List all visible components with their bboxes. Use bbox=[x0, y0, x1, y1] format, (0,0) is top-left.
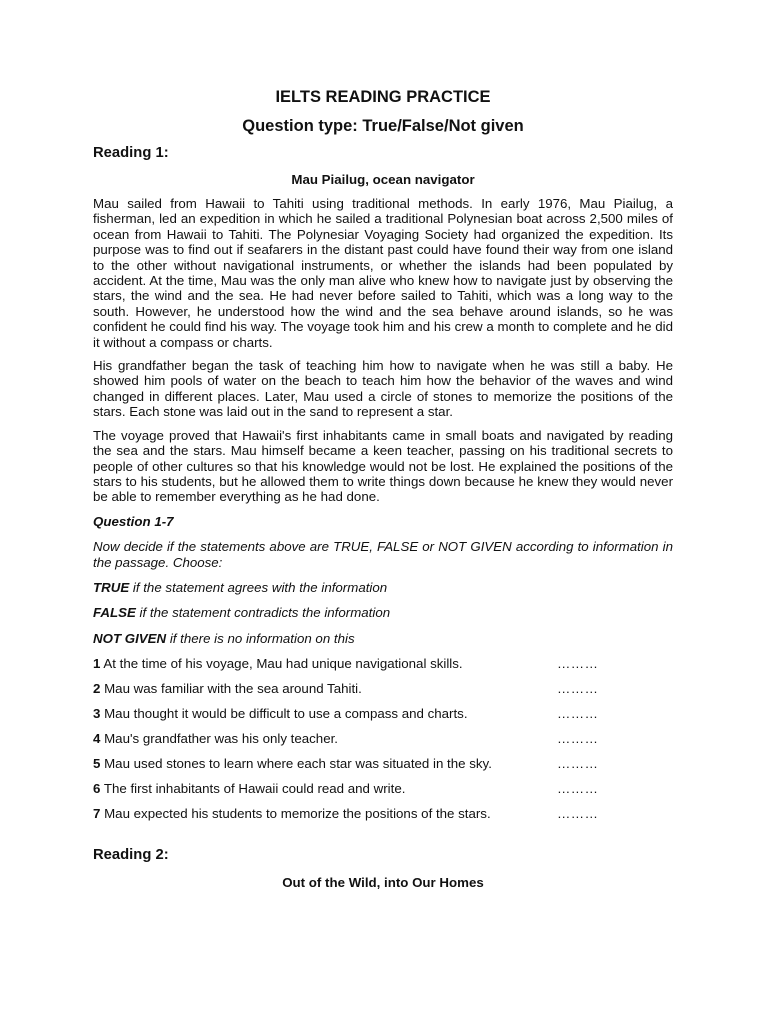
question-item bbox=[93, 731, 673, 746]
question-text: Mau expected his students to memorize the positions of the stars. bbox=[100, 806, 491, 822]
passage-paragraph: The voyage proved that Hawaii's first inhabitants came in small boats and navigated by reading the sea and the stars. Mau himself became a keen teacher, passing on his traditional secrets to people of other cultures so that his knowledge would not be lost. He explained the positions of the stars to his students, but he allowed them to write things down because he knew they would never be able to remember everything as he had done. bbox=[93, 427, 673, 505]
questions-instructions: Now decide if the statements above are TRUE, FALSE or NOT GIVEN according to information in the passage. Choose: bbox=[93, 539, 673, 570]
option-description: if the statement contradicts the information bbox=[135, 605, 391, 621]
question-number: 4 bbox=[93, 731, 101, 747]
answer-blank[interactable]: ……… bbox=[557, 681, 599, 697]
question-number: 2 bbox=[93, 681, 101, 697]
answer-blank[interactable]: ……… bbox=[557, 806, 599, 822]
option-term: NOT GIVEN bbox=[93, 630, 167, 646]
question-item bbox=[93, 756, 673, 771]
question-item bbox=[93, 681, 673, 696]
question-text: At the time of his voyage, Mau had unique navigational skills. bbox=[100, 656, 463, 672]
option-term: FALSE bbox=[93, 605, 136, 621]
answer-option-true bbox=[93, 580, 673, 595]
question-number: 5 bbox=[93, 756, 101, 772]
answer-blank[interactable]: ……… bbox=[557, 706, 599, 722]
answer-blank[interactable]: ……… bbox=[557, 731, 599, 747]
answer-blank[interactable]: ……… bbox=[557, 656, 599, 672]
question-item bbox=[93, 706, 673, 721]
answer-option-not-given bbox=[93, 631, 673, 646]
answer-blank[interactable]: ……… bbox=[557, 756, 599, 772]
question-number: 3 bbox=[93, 706, 101, 722]
document-title: IELTS READING PRACTICE bbox=[275, 88, 491, 106]
question-text: Mau's grandfather was his only teacher. bbox=[100, 731, 338, 747]
question-text: Mau thought it would be difficult to use a compass and charts. bbox=[100, 706, 468, 722]
passage-paragraph: His grandfather began the task of teaching him how to navigate when he was still a baby. He showed him pools of water on the beach to teach him how the behavior of the waves and wind changed in different places. Later, Mau used a circle of stones to memorize the positions of the stars. Each stone was laid out in the sand to represent a star. bbox=[93, 358, 673, 420]
passage-2-title: Out of the Wild, into Our Homes bbox=[282, 875, 484, 891]
question-item bbox=[93, 781, 673, 796]
reading-2-heading: Reading 2: bbox=[93, 847, 169, 864]
question-item bbox=[93, 806, 673, 821]
option-description: if there is no information on this bbox=[166, 630, 355, 646]
reading-1-heading: Reading 1: bbox=[93, 145, 169, 161]
question-item bbox=[93, 656, 673, 671]
question-text: Mau was familiar with the sea around Tahiti. bbox=[100, 681, 362, 697]
passage-paragraph: Mau sailed from Hawaii to Tahiti using traditional methods. In early 1976, Mau Piailug, a fisherman, led an expedition in which he sailed a traditional Polynesian boat across 2,500 miles of ocean from Hawaii to Tahiti. The Polynesiar Voyaging Society had organized the expedition. Its purpose was to find out if seafarers in the distant past could have found their way from one island to the other without navigational instruments, or whether the islands had been populated by accident. At the time, Mau was the only man alive who knew how to navigate just by observing the stars, the wind and the sea. He had never before sailed to Tahiti, which was a long way to the south. However, he understood how the wind and the sea behave around islands, so he was confident he could find his way. The voyage took him and his crew a month to complete and he did it without a compass or charts. bbox=[93, 196, 673, 350]
option-description: if the statement agrees with the information bbox=[129, 579, 388, 595]
question-text: Mau used stones to learn where each star was situated in the sky. bbox=[100, 756, 492, 772]
question-number: 7 bbox=[93, 806, 101, 822]
questions-heading: Question 1-7 bbox=[93, 513, 174, 529]
question-text: The first inhabitants of Hawaii could read and write. bbox=[100, 781, 406, 797]
question-number: 1 bbox=[93, 656, 101, 672]
answer-option-false bbox=[93, 605, 673, 620]
option-term: TRUE bbox=[93, 579, 130, 595]
document-subtitle: Question type: True/False/Not given bbox=[242, 117, 524, 135]
answer-blank[interactable]: ……… bbox=[557, 781, 599, 797]
passage-1-title: Mau Piailug, ocean navigator bbox=[291, 172, 475, 187]
question-number: 6 bbox=[93, 781, 101, 797]
question-list bbox=[93, 656, 673, 821]
